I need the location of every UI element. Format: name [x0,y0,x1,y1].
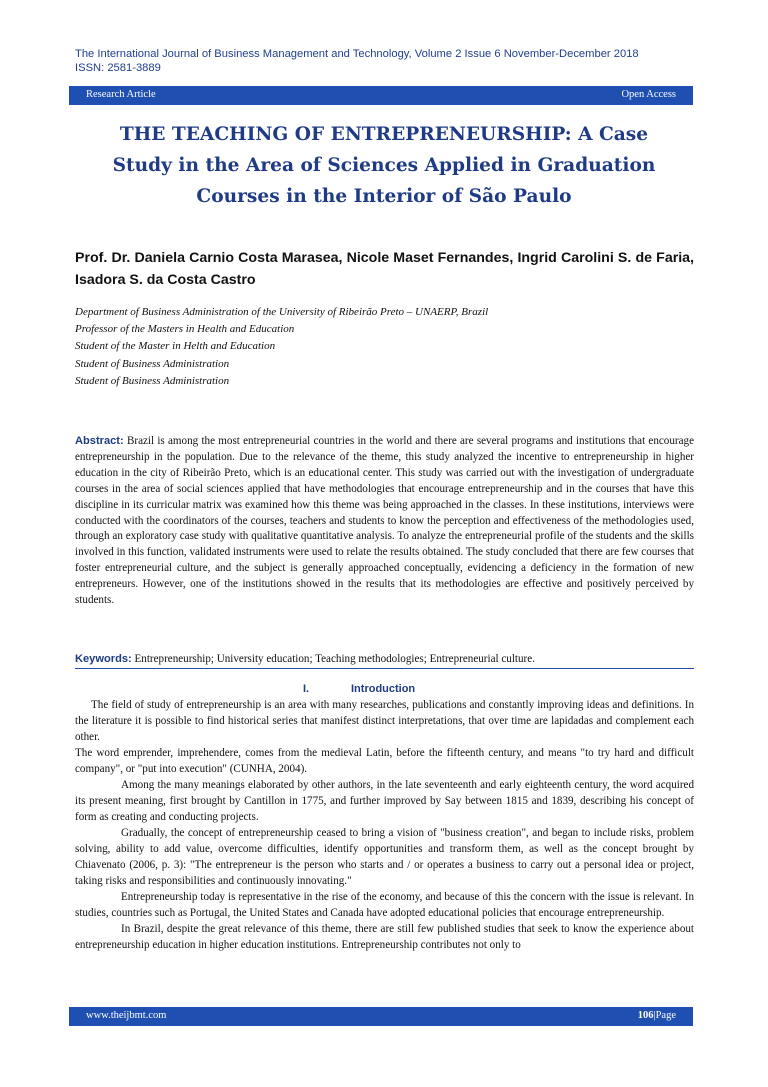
journal-header [75,47,695,75]
paper-title [80,119,688,212]
affiliation-line: Student of Business Administration [75,374,230,387]
keywords-text: Entrepreneurship; University education; Teaching methodologies; Entrepreneurial culture. [134,653,535,665]
title-line-3: Courses in the Interior of São Paulo [196,186,572,207]
affiliation-line: Student of Business Administration [75,357,230,370]
section-heading [75,683,694,698]
divider [75,668,694,669]
abstract [75,434,694,609]
paragraph: Gradually, the concept of entrepreneurship ceased to bring a vision of "business creation", and began to include risks, problem solving, ability to add value, overcome difficulties, identify opportunities and transform them, as well as the concept brought by Chiavenato (2006, p. 3): "The entrepreneur is the person who starts and / or operates a business to carry out a personal idea or project, taking risks and responsibilities and continuously innovating." [75,827,694,887]
abstract-text: Brazil is among the most entrepreneurial countries in the world and there are several programs and institutions that encourage entrepreneurship in the population. Due to the relevance of the theme, this study analyzed the incentive to entrepreneurship in higher education in the city of Ribeirão Preto, which is an educational center. This study was carried out with the investigation of undergraduate courses in the area of social sciences applied that have methodologies that encourage entrepreneurship and in the courses that have this discipline in its curricular matrix was examined how this theme was being approached in the classes. In these institutions, interviews were conducted with the coordinators of the courses, teachers and students to know the perception and effectiveness of the methodologies used, through an exploratory case study with qualitative quantitative analysis. To analyze the entrepreneurial profile of the students and the skills involved in this function, validated instruments were used to relate the results obtained. The study concluded that there are few courses that foster entrepreneurial culture, and the subject is generally approached conceptually, evidencing a deficiency in the formation of new entrepreneurs. However, one of the institutions showed in the results that its methodologies are effective and positively perceived by students. [75,435,694,607]
footer-bar [69,1007,693,1026]
title-line-1: THE TEACHING OF ENTREPRENEURSHIP: A Case [119,124,649,145]
paragraph: The word emprender, imprehendere, comes from the medieval Latin, before the fifteenth century, and means "to try hard and difficult company", or "put into execution" (CUNHA, 2004). [75,747,694,775]
section-number: I. [303,683,310,695]
author-list: Prof. Dr. Daniela Carnio Costa Marasea, Nicole Maset Fernandes, Ingrid Carolini S. de Faria, Isadora S. da Costa Castro [75,250,694,288]
open-access-label: Open Access [621,89,676,100]
paragraph: In Brazil, despite the great relevance of this theme, there are still few published studies that seek to know the experience about entrepreneurship education in higher education institutions. Entrepreneurship contributes not only to [75,923,694,951]
keywords [75,652,694,667]
affiliation-line: Student of the Master in Helth and Education [75,340,276,353]
abstract-label: Abstract: [75,435,124,447]
keywords-label: Keywords: [75,653,132,665]
affiliation-line: Department of Business Administration of the University of Ribeirão Preto – UNAERP, Brazil [75,306,489,318]
affiliation-line: Professor of the Masters in Health and Education [75,323,295,336]
article-type-label: Research Article [86,89,156,100]
section-title: Introduction [351,683,416,695]
journal-website-link[interactable]: www.theijbmt.com [86,1010,167,1021]
paragraph: The field of study of entrepreneurship is an area with many researches, publications and constantly improving ideas and definitions. In the literature it is possible to find historical series that manifest distinct interpretations, that over time are lapidadas and complement each other. [75,699,694,743]
body-text [75,697,694,953]
journal-citation: The International Journal of Business Management and Technology, Volume 2 Issue 6 November-December 2018 [75,48,639,60]
page-number-suffix: |Page [653,1010,676,1021]
page-number [638,1010,676,1021]
paragraph: Among the many meanings elaborated by other authors, in the late seventeenth and early eighteenth century, the word acquired its present meaning, first brought by Cantillon in 1775, and further improved by Say between 1815 and 1839, describing his concept of form as creating and conducting projects. [75,779,694,823]
journal-issn: ISSN: 2581-3889 [75,62,161,74]
page-number-value: 106 [637,1010,654,1021]
title-line-2: Study in the Area of Sciences Applied in Graduation [112,155,656,176]
affiliations [75,304,488,390]
paragraph: Entrepreneurship today is representative in the rise of the economy, and because of this the concern with the issue is relevant. In studies, countries such as Portugal, the United States and Canada have adopted educational policies that encourage entrepreneurship. [75,891,694,919]
article-type-bar [69,86,693,105]
